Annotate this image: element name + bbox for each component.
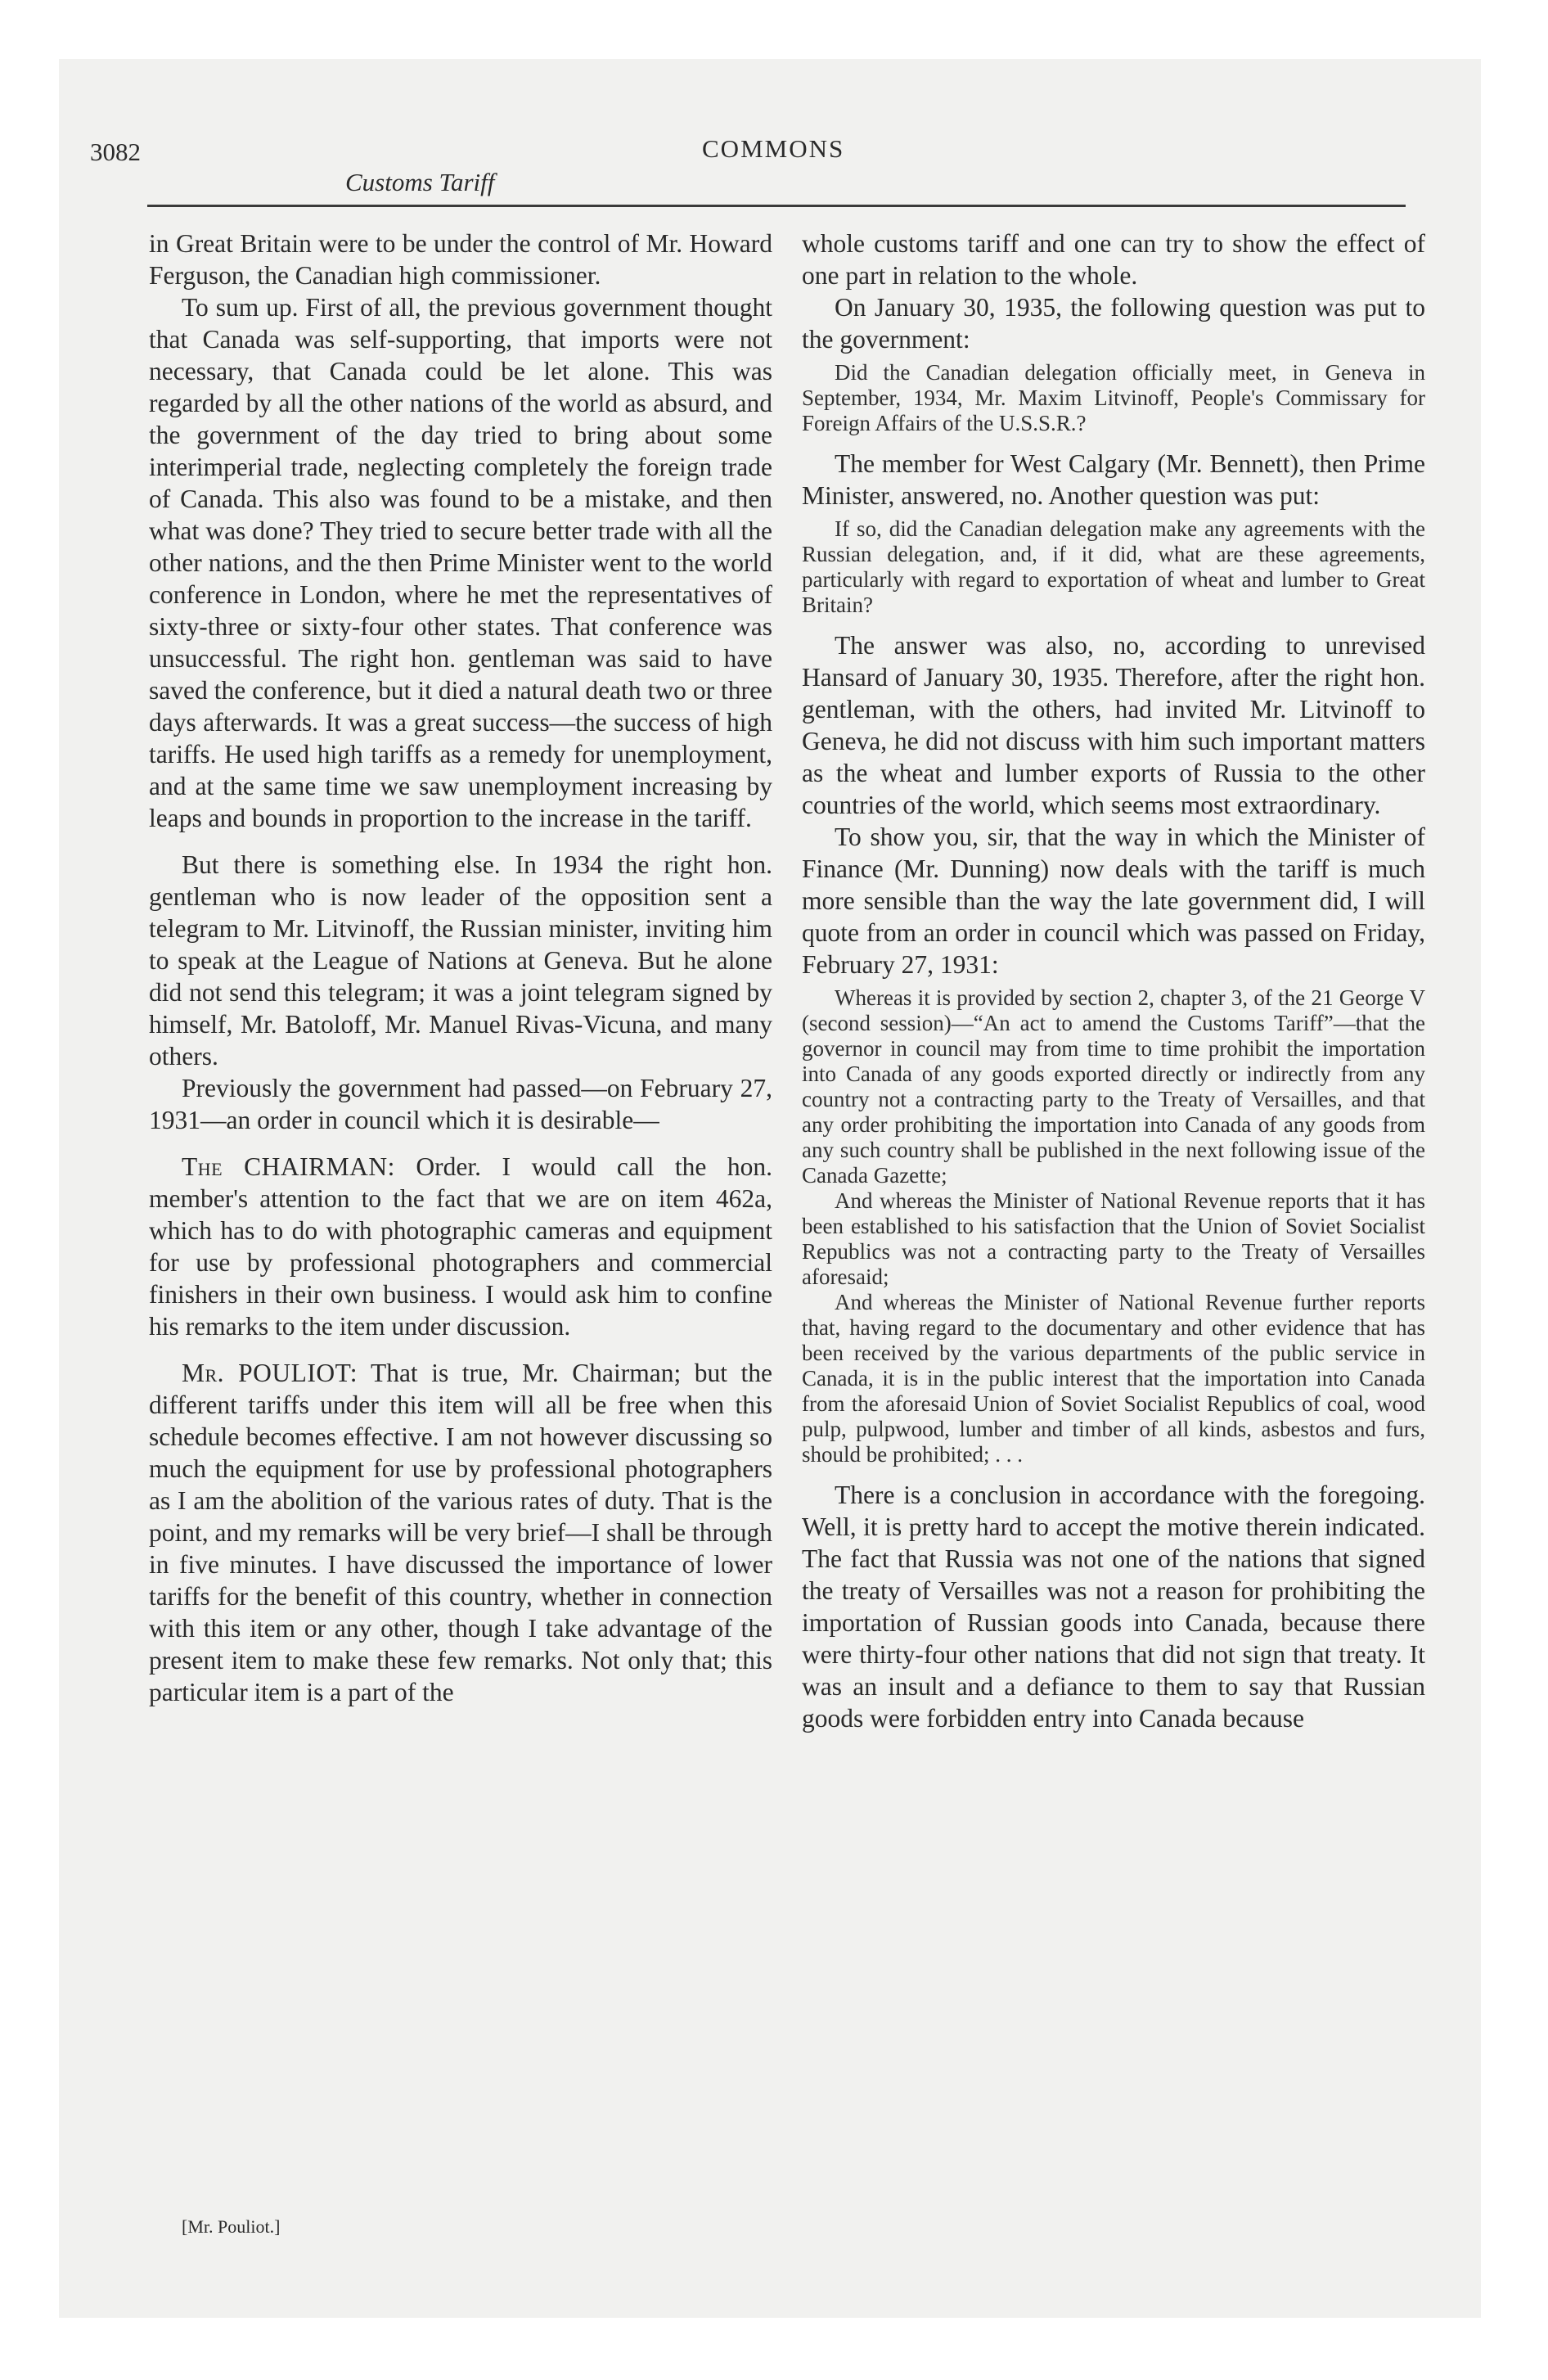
quoted-question: If so, did the Canadian delegation make any agreements with the Russian delegation, and, if it did, what are these agreements, particularly with regard to exportation of wheat and lumber to Great Britain? bbox=[802, 516, 1425, 617]
page-number: 3082 bbox=[90, 137, 141, 166]
chairman-paragraph bbox=[149, 1151, 772, 1342]
footer-attribution: [Mr. Pouliot.] bbox=[182, 2216, 281, 2237]
paragraph: To sum up. First of all, the previous government thought that Canada was self-supporting, that imports were not necessary, that Canada could be let alone. This was regarded by all the other nations of the world as absurd, and the government of the day tried to bring about some interimperial trade, neglecting completely the foreign trade of Canada. This also was found to be a mistake, and then what was done? They tried to secure better trade with all the other nations, and the then Prime Minister went to the world conference in London, where he met the representatives of sixty-three or sixty-four other states. That conference was unsuccessful. The right hon. gentleman was said to have saved the conference, but it died a natural death two or three days afterwards. It was a great success—the success of high tariffs. He used high tariffs as a remedy for unemployment, and at the same time we saw unemployment increasing by leaps and bounds in proportion to the increase in the tariff. bbox=[149, 293, 772, 832]
speech-text: That is true, Mr. Chairman; but the different tariffs under this item will all be free when this schedule becomes effective. I am not however discussing so much the equipment for use by professional photographers as I am the abolition of the various rates of duty. That is the point, and my remarks will be very brief—I shall be through in five minutes. I have discussed the importance of lower tariffs for the benefit of this country, whether in connection with this item or any other, though I take advantage of the present item to make these few remarks. Not only that; this particular item is a part of the bbox=[149, 1359, 772, 1706]
paragraph: On January 30, 1935, the following question was put to the government: bbox=[802, 293, 1425, 354]
paragraph: The member for West Calgary (Mr. Bennett), then Prime Minister, answered, no. Another question was put: bbox=[802, 449, 1425, 510]
paragraph: There is a conclusion in accordance with the foregoing. Well, it is pretty hard to accept the motive therein indicated. The fact that Russia was not one of the nations that signed the treaty of Versailles was not a reason for prohibiting the importation of Russian goods into Canada, because there were thirty-four other nations that did not sign that treaty. It was an insult and a defiance to them to say that Russian goods were forbidden entry into Canada because bbox=[802, 1481, 1425, 1733]
house-title: COMMONS bbox=[702, 134, 845, 163]
paragraph: The answer was also, no, according to unrevised Hansard of January 30, 1935. Therefore, after the right hon. gentleman, with the others, had invited Mr. Litvinoff to Geneva, he did not discuss with him such important matters as the wheat and lumber exports of Russia to the other countries of the world, which seems most extraordinary. bbox=[802, 631, 1425, 819]
paragraph: Previously the government had passed—on February 27, 1931—an order in council which it is desirable— bbox=[149, 1074, 772, 1134]
paragraph: in Great Britain were to be under the control of Mr. Howard Ferguson, the Canadian high commissioner. bbox=[149, 229, 772, 290]
speech-text: Order. I would call the hon. member's attention to the fact that we are on item 462a, which has to do with photographic cameras and equipment for use by professional photographers and commercial finishers in their own business. I would ask him to confine his remarks to the item under discussion. bbox=[149, 1152, 772, 1341]
speaker-name: The CHAIRMAN: bbox=[182, 1152, 395, 1181]
paragraph: But there is something else. In 1934 the right hon. gentleman who is now leader of the opposition sent a telegram to Mr. Litvinoff, the Russian minister, inviting him to speak at the League of Nations at Geneva. But he alone did not send this telegram; it was a joint telegram signed by himself, Mr. Batoloff, Mr. Manuel Rivas-Vicuna, and many others. bbox=[149, 850, 772, 1071]
order-in-council-quote: And whereas the Minister of National Revenue further reports that, having regard to the documentary and other evidence that has been received by the various departments of the public service in Canada, it is in the public interest that the importation into Canada from the aforesaid Union of Soviet Socialist Republics of coal, wood pulp, pulpwood, lumber and timber of all kinds, asbestos and furs, should be prohibited; . . . bbox=[802, 1290, 1425, 1467]
right-column bbox=[802, 228, 1425, 1734]
speaker-name: Mr. POULIOT: bbox=[182, 1359, 358, 1387]
order-in-council-quote: Whereas it is provided by section 2, chapter 3, of the 21 George V (second session)—“An act to amend the Customs Tariff”—that the governor in council may from time to time prohibit the importation into Canada of any goods exported directly or indirectly from any country not a contracting party to the Treaty of Versailles, and that any order prohibiting the importation into Canada of any goods from any such country shall be published in the next following issue of the Canada Gazette; bbox=[802, 985, 1425, 1188]
running-title: Customs Tariff bbox=[345, 168, 495, 196]
quoted-question: Did the Canadian delegation officially meet, in Geneva in September, 1934, Mr. Maxim Litvinoff, People's Commissary for Foreign Affairs of the U.S.S.R.? bbox=[802, 360, 1425, 435]
pouliot-paragraph bbox=[149, 1357, 772, 1708]
header-rule bbox=[147, 205, 1406, 207]
paragraph: To show you, sir, that the way in which the Minister of Finance (Mr. Dunning) now deals with the tariff is much more sensible than the way the late government did, I will quote from an order in council which was passed on Friday, February 27, 1931: bbox=[802, 823, 1425, 979]
order-in-council-quote: And whereas the Minister of National Revenue reports that it has been established to his satisfaction that the Union of Soviet Socialist Republics was not a contracting party to the Treaty of Versailles aforesaid; bbox=[802, 1188, 1425, 1289]
paragraph: whole customs tariff and one can try to show the effect of one part in relation to the whole. bbox=[802, 229, 1425, 290]
left-column bbox=[149, 228, 772, 1708]
